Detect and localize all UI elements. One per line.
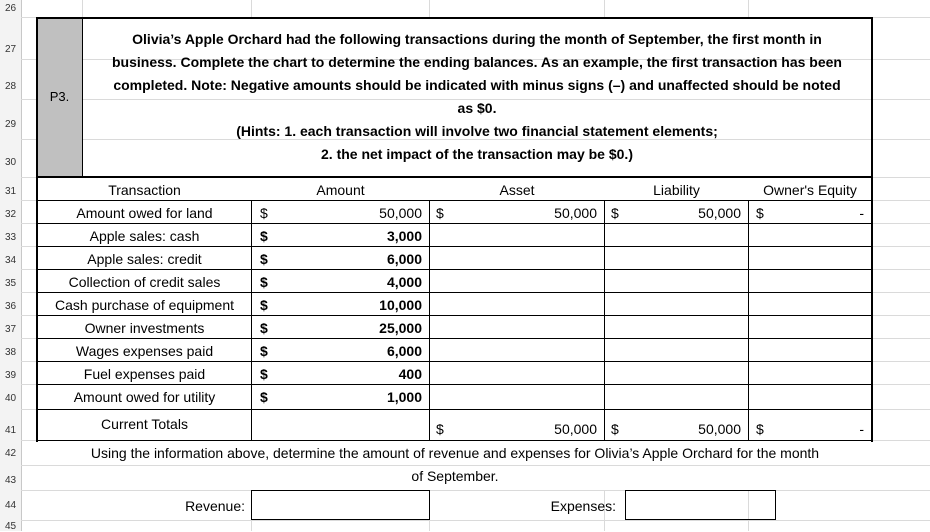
revenue-label[interactable]: Revenue: — [185, 498, 245, 514]
amount-value[interactable]: 400 — [398, 366, 422, 382]
instruction-line-2[interactable]: business. Complete the chart to determine the ending balances. As an example, the first transaction has been — [111, 54, 842, 70]
row-number[interactable]: 45 — [4, 521, 17, 532]
currency-sign: $ — [260, 228, 268, 244]
currency-sign: $ — [260, 366, 268, 382]
currency-sign: $ — [260, 389, 268, 405]
amount-value[interactable]: 4,000 — [386, 274, 422, 290]
amount-value[interactable]: 50,000 — [379, 205, 422, 221]
transaction-label[interactable]: Amount owed for land — [76, 205, 213, 221]
amount-value[interactable]: 25,000 — [379, 320, 422, 336]
row-number[interactable]: 29 — [4, 119, 17, 130]
currency-sign: $ — [260, 320, 268, 336]
instruction-line-1[interactable]: Olivia’s Apple Orchard had the following transactions during the month of September, the first month in — [132, 31, 822, 47]
currency-sign: $ — [260, 274, 268, 290]
transaction-label[interactable]: Apple sales: cash — [89, 228, 200, 244]
expenses-label[interactable]: Expenses: — [550, 498, 616, 514]
hint-line-2[interactable]: 2. the net impact of the transaction may be $0.) — [321, 146, 633, 162]
transaction-label[interactable]: Cash purchase of equipment — [55, 297, 234, 313]
row-number[interactable]: 35 — [4, 278, 17, 289]
currency-sign: $ — [260, 205, 268, 221]
currency-sign: $ — [611, 421, 619, 437]
header-amount[interactable]: Amount — [316, 182, 365, 198]
transaction-label[interactable]: Fuel expenses paid — [83, 366, 206, 382]
hint-line-1[interactable]: (Hints: 1. each transaction will involve two financial statement elements; — [236, 123, 718, 139]
currency-sign: $ — [436, 205, 444, 221]
total-asset-value[interactable]: 50,000 — [554, 421, 597, 437]
row-number[interactable]: 39 — [4, 370, 17, 381]
transaction-label[interactable]: Owner investments — [84, 320, 205, 336]
row-number[interactable]: 38 — [4, 347, 17, 358]
transaction-label[interactable]: Collection of credit sales — [68, 274, 221, 290]
currency-sign: $ — [260, 343, 268, 359]
row-number[interactable]: 32 — [4, 209, 17, 220]
instruction-line-3[interactable]: completed. Note: Negative amounts should be indicated with minus signs (–) and unaffected should be noted — [113, 77, 841, 93]
equity-value[interactable]: - — [859, 205, 864, 221]
row-number[interactable]: 42 — [4, 448, 17, 459]
instruction-line-4[interactable]: as $0. — [457, 100, 497, 116]
amount-value[interactable]: 10,000 — [379, 297, 422, 313]
currency-sign: $ — [756, 421, 764, 437]
row-number[interactable]: 36 — [4, 301, 17, 312]
question-line-2[interactable]: of September. — [411, 468, 499, 484]
row-number[interactable]: 30 — [4, 157, 17, 168]
row-number[interactable]: 44 — [4, 500, 17, 511]
amount-value[interactable]: 1,000 — [386, 389, 422, 405]
row-number[interactable]: 28 — [4, 81, 17, 92]
amount-value[interactable]: 6,000 — [386, 251, 422, 267]
row-number[interactable]: 26 — [4, 3, 17, 14]
row-number[interactable]: 41 — [4, 425, 17, 436]
row-number[interactable]: 40 — [4, 393, 17, 404]
header-liability[interactable]: Liability — [653, 182, 700, 198]
asset-value[interactable]: 50,000 — [554, 205, 597, 221]
currency-sign: $ — [260, 297, 268, 313]
transaction-label[interactable]: Apple sales: credit — [87, 251, 202, 267]
amount-value[interactable]: 3,000 — [386, 228, 422, 244]
currency-sign: $ — [436, 421, 444, 437]
row-number[interactable]: 31 — [4, 186, 17, 197]
transaction-label[interactable]: Wages expenses paid — [75, 343, 214, 359]
problem-label[interactable]: P3. — [49, 89, 70, 104]
total-liability-value[interactable]: 50,000 — [698, 421, 741, 437]
amount-value[interactable]: 6,000 — [386, 343, 422, 359]
liability-value[interactable]: 50,000 — [698, 205, 741, 221]
header-asset[interactable]: Asset — [499, 182, 535, 198]
currency-sign: $ — [756, 205, 764, 221]
row-number[interactable]: 34 — [4, 255, 17, 266]
row-header-column — [0, 0, 22, 531]
totals-label[interactable]: Current Totals — [101, 416, 188, 432]
currency-sign: $ — [260, 251, 268, 267]
row-number[interactable]: 33 — [4, 232, 17, 243]
currency-sign: $ — [611, 205, 619, 221]
row-number[interactable]: 27 — [4, 44, 17, 55]
header-transaction[interactable]: Transaction — [108, 182, 181, 198]
transaction-label[interactable]: Amount owed for utility — [73, 389, 216, 405]
total-equity-value[interactable]: - — [859, 421, 864, 437]
row-number[interactable]: 37 — [4, 324, 17, 335]
question-line-1[interactable]: Using the information above, determine the amount of revenue and expenses for Olivia’s Apple Orchard for the month — [90, 445, 820, 461]
header-owners-equity[interactable]: Owner's Equity — [763, 182, 857, 198]
row-number[interactable]: 43 — [4, 475, 17, 486]
